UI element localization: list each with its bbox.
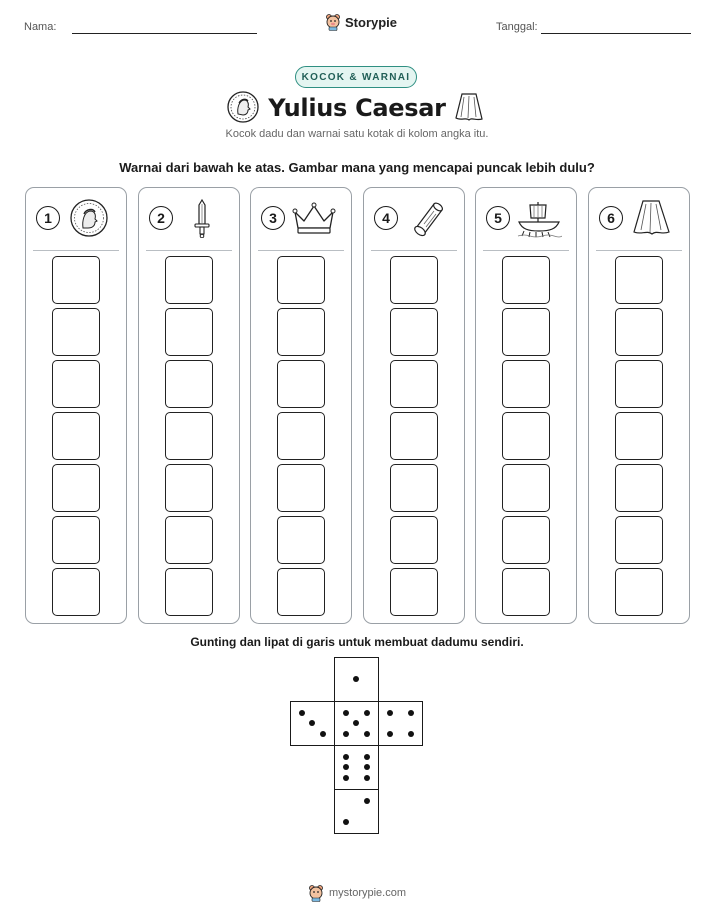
die-face-2 [334, 789, 379, 834]
name-label: Nama: [24, 21, 57, 33]
column-6 [588, 187, 690, 624]
color-box[interactable] [502, 464, 550, 512]
color-box[interactable] [615, 516, 663, 564]
cut-instruction: Gunting dan lipat di garis untuk membuat dadumu sendiri. [190, 635, 524, 649]
color-box[interactable] [502, 256, 550, 304]
die-face-5 [334, 701, 379, 746]
brand [325, 13, 397, 31]
galley-ship-icon [516, 198, 562, 238]
color-box[interactable] [52, 412, 100, 460]
die-pip [353, 720, 359, 726]
color-box[interactable] [390, 412, 438, 460]
color-box[interactable] [615, 464, 663, 512]
column-number: 6 [599, 206, 623, 230]
storypie-logo-icon [325, 13, 341, 31]
die-pip [364, 754, 370, 760]
column-4 [363, 187, 465, 624]
die-face-6 [334, 745, 379, 790]
cape-title-icon [454, 91, 484, 123]
color-box[interactable] [277, 412, 325, 460]
die-pip [343, 764, 349, 770]
color-box[interactable] [52, 516, 100, 564]
die-pip [299, 710, 305, 716]
die-pip [408, 710, 414, 716]
color-box[interactable] [52, 568, 100, 616]
crown-icon [291, 198, 337, 238]
activity-badge: KOCOK & WARNAI [295, 66, 417, 88]
color-box[interactable] [52, 464, 100, 512]
column-number: 3 [261, 206, 285, 230]
die-pip [343, 819, 349, 825]
laurel-coin-icon [66, 198, 112, 238]
color-box[interactable] [615, 568, 663, 616]
color-box[interactable] [165, 308, 213, 356]
color-box[interactable] [502, 568, 550, 616]
sword-icon [179, 198, 225, 238]
die-pip [343, 710, 349, 716]
die-pip [364, 798, 370, 804]
die-face-4 [378, 701, 423, 746]
color-box[interactable] [615, 308, 663, 356]
color-box[interactable] [502, 516, 550, 564]
die-pip [353, 676, 359, 682]
die-pip [364, 731, 370, 737]
color-box[interactable] [165, 568, 213, 616]
color-box[interactable] [502, 360, 550, 408]
color-box[interactable] [390, 308, 438, 356]
die-pip [408, 731, 414, 737]
date-line[interactable] [541, 33, 691, 34]
color-box[interactable] [277, 256, 325, 304]
color-box[interactable] [390, 568, 438, 616]
color-instruction: Warnai dari bawah ke atas. Gambar mana yang mencapai puncak lebih dulu? [119, 160, 595, 175]
die-face-1 [334, 657, 379, 702]
die-pip [387, 710, 393, 716]
color-box[interactable] [277, 516, 325, 564]
color-box[interactable] [390, 256, 438, 304]
column-1 [25, 187, 127, 624]
die-pip [387, 731, 393, 737]
color-box[interactable] [390, 360, 438, 408]
column-2 [138, 187, 240, 624]
color-box[interactable] [277, 464, 325, 512]
column-5 [475, 187, 577, 624]
die-pip [309, 720, 315, 726]
die-pip [343, 731, 349, 737]
column-divider [596, 250, 682, 251]
scroll-icon [404, 198, 450, 238]
color-box[interactable] [277, 568, 325, 616]
die-pip [364, 775, 370, 781]
storypie-logo-icon [308, 884, 324, 902]
footer [308, 884, 406, 902]
color-box[interactable] [277, 308, 325, 356]
color-box[interactable] [277, 360, 325, 408]
color-box[interactable] [52, 308, 100, 356]
cape-icon [629, 198, 675, 238]
color-box[interactable] [615, 256, 663, 304]
column-number: 1 [36, 206, 60, 230]
column-divider [483, 250, 569, 251]
color-box[interactable] [390, 516, 438, 564]
column-divider [146, 250, 232, 251]
die-face-3 [290, 701, 335, 746]
column-number: 4 [374, 206, 398, 230]
column-divider [258, 250, 344, 251]
color-box[interactable] [615, 412, 663, 460]
color-box[interactable] [390, 464, 438, 512]
die-pip [343, 754, 349, 760]
date-label: Tanggal: [496, 21, 538, 33]
die-pip [364, 764, 370, 770]
die-pip [320, 731, 326, 737]
color-box[interactable] [165, 360, 213, 408]
color-box[interactable] [52, 256, 100, 304]
color-box[interactable] [502, 412, 550, 460]
subtitle: Kocok dadu dan warnai satu kotak di kolom angka itu. [225, 128, 489, 140]
page-title: Yulius Caesar [268, 94, 446, 122]
color-box[interactable] [165, 464, 213, 512]
die-pip [364, 710, 370, 716]
column-3 [250, 187, 352, 624]
color-box[interactable] [165, 412, 213, 460]
column-number: 5 [486, 206, 510, 230]
brand-name: Storypie [345, 14, 398, 30]
column-divider [371, 250, 457, 251]
footer-url[interactable]: mystorypie.com [329, 887, 407, 899]
die-pip [343, 775, 349, 781]
color-box[interactable] [615, 360, 663, 408]
name-line[interactable] [72, 33, 257, 34]
color-box[interactable] [502, 308, 550, 356]
color-box[interactable] [52, 360, 100, 408]
color-box[interactable] [165, 256, 213, 304]
color-box[interactable] [165, 516, 213, 564]
column-divider [33, 250, 119, 251]
column-number: 2 [149, 206, 173, 230]
